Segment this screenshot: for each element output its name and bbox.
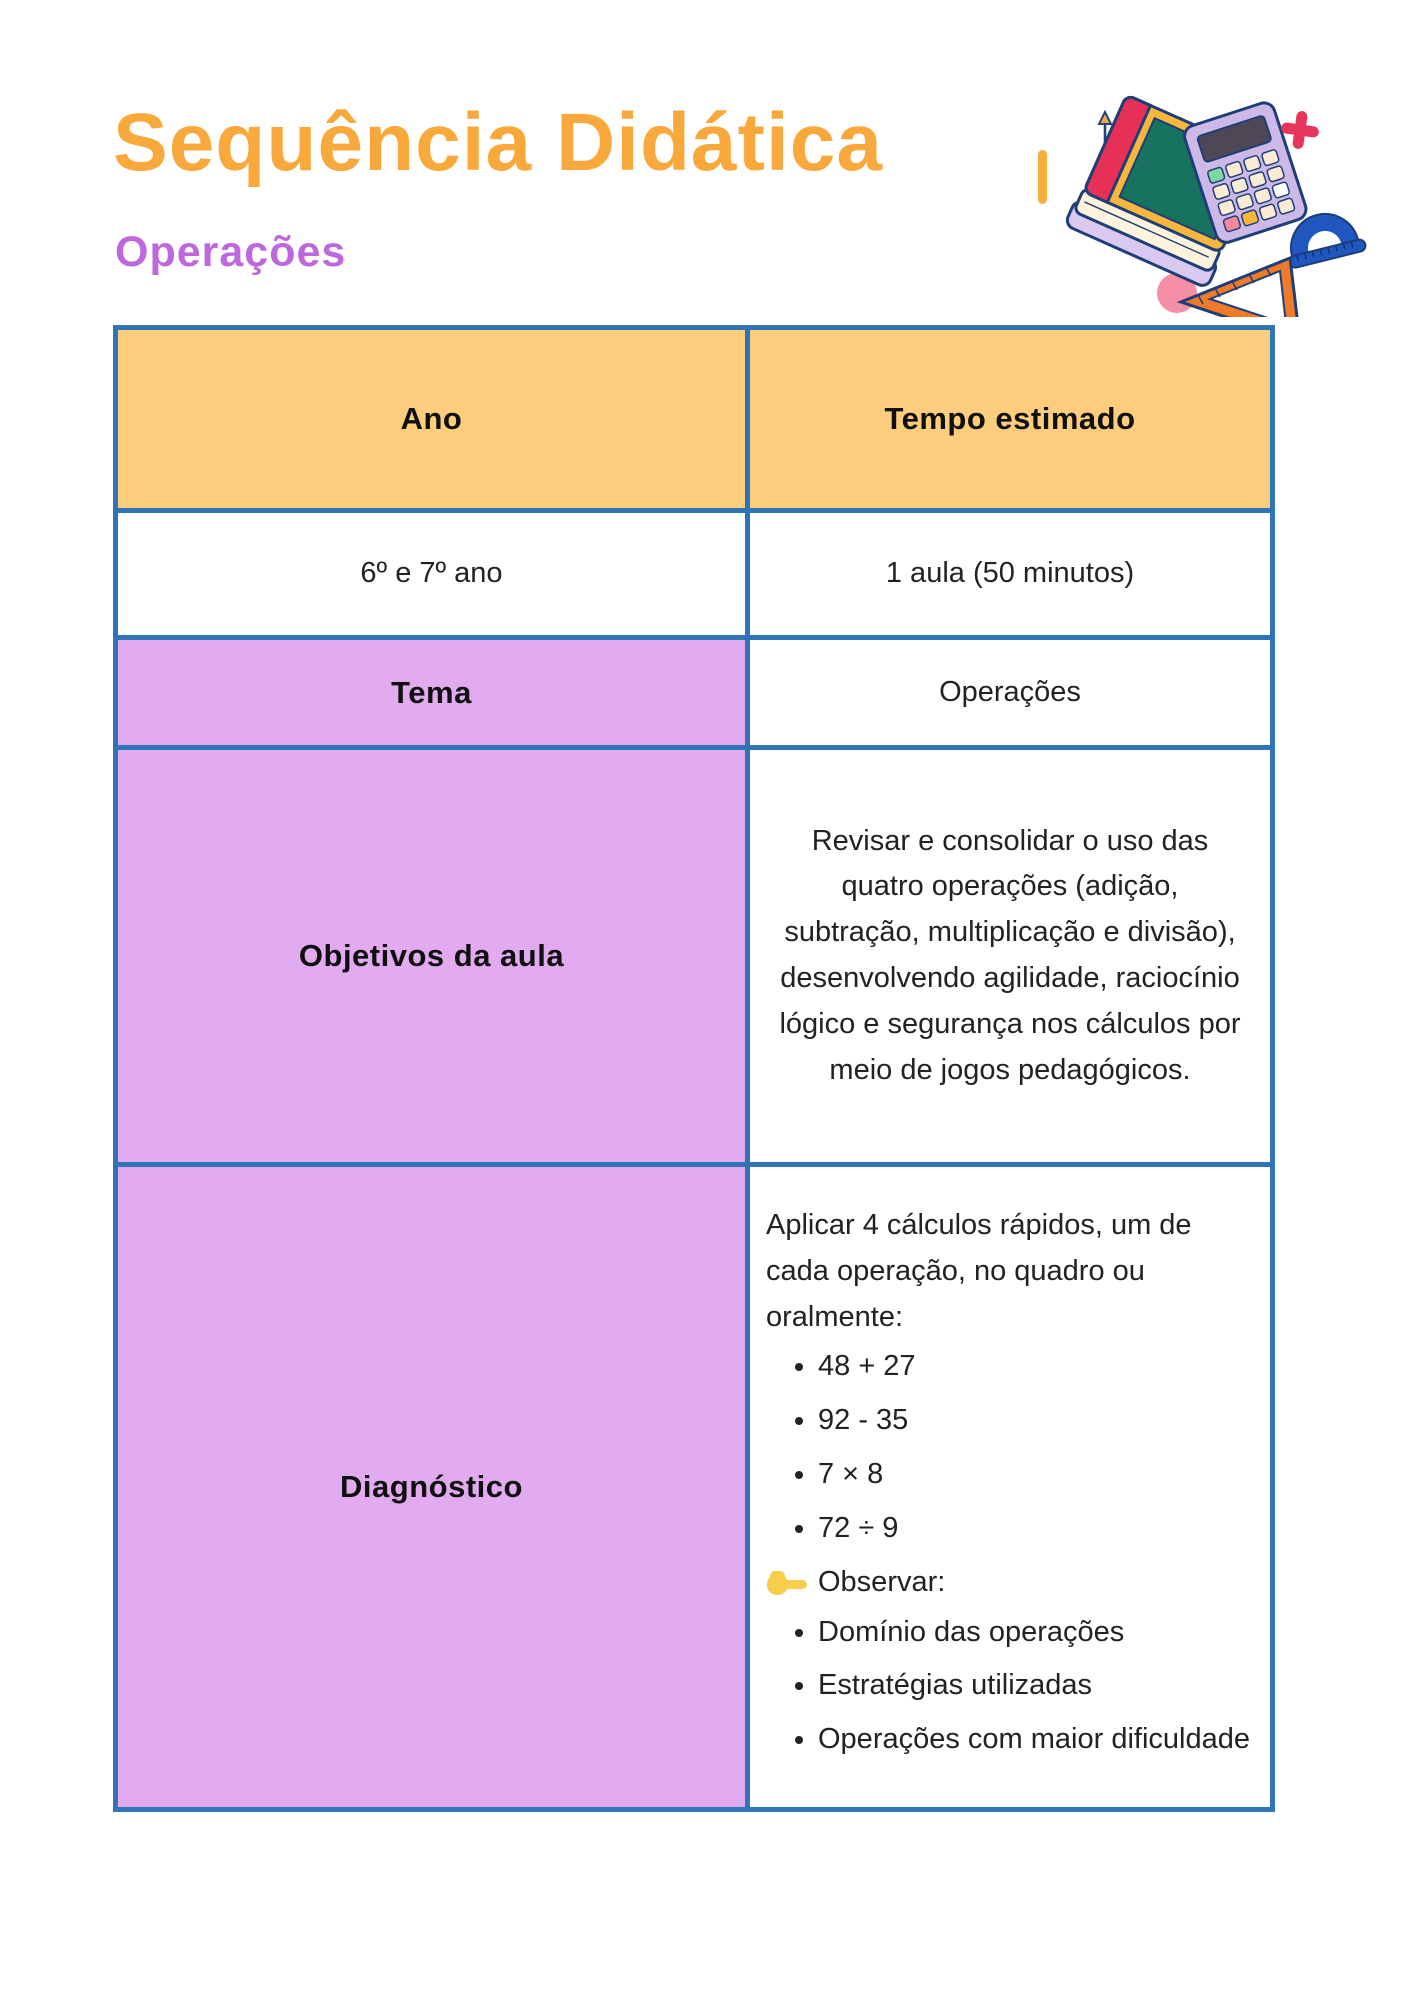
diagnostico-label-cell: Diagnóstico xyxy=(116,1165,748,1810)
list-item: • Estratégias utilizadas xyxy=(818,1663,1252,1709)
calculation-list xyxy=(766,1344,1252,1551)
math-supplies-illustration xyxy=(1038,52,1373,317)
pointing-right-hand-icon xyxy=(766,1568,808,1598)
tema-value-cell: Operações xyxy=(748,638,1273,748)
header-cell-ano: Ano xyxy=(116,328,748,511)
list-item: • Operações com maior dificuldade xyxy=(818,1717,1252,1763)
ano-value-cell: 6º e 7º ano xyxy=(116,511,748,638)
lesson-plan-table xyxy=(113,325,1275,1812)
list-item: • 92 - 35 xyxy=(818,1398,1252,1444)
list-item: • 48 + 27 xyxy=(818,1344,1252,1390)
observe-line xyxy=(766,1560,1252,1606)
header-cell-tempo-estimado: Tempo estimado xyxy=(748,328,1273,511)
diagnostico-intro: Aplicar 4 cálculos rápidos, um de cada operação, no quadro ou oralmente: xyxy=(766,1209,1192,1333)
tema-label-cell: Tema xyxy=(116,638,748,748)
list-item: • 72 ÷ 9 xyxy=(818,1506,1252,1552)
diagnostico-value-cell xyxy=(748,1165,1273,1810)
objetivos-label-cell: Objetivos da aula xyxy=(116,748,748,1165)
observe-label: Observar: xyxy=(818,1565,946,1598)
page-subtitle: Operações xyxy=(115,228,347,276)
yellow-bar xyxy=(1038,150,1047,204)
page-title: Sequência Didática xyxy=(113,97,883,188)
list-item: • 7 × 8 xyxy=(818,1452,1252,1498)
list-item: • Domínio das operações xyxy=(818,1610,1252,1656)
objetivos-value-cell: Revisar e consolidar o uso das quatro operações (adição, subtração, multiplicação e divisão), desenvolvendo agilidade, raciocínio lógico e segurança nos cálculos por meio de jogos pedagógicos. xyxy=(748,748,1273,1165)
observation-list xyxy=(766,1610,1252,1763)
tempo-value-cell: 1 aula (50 minutos) xyxy=(748,511,1273,638)
